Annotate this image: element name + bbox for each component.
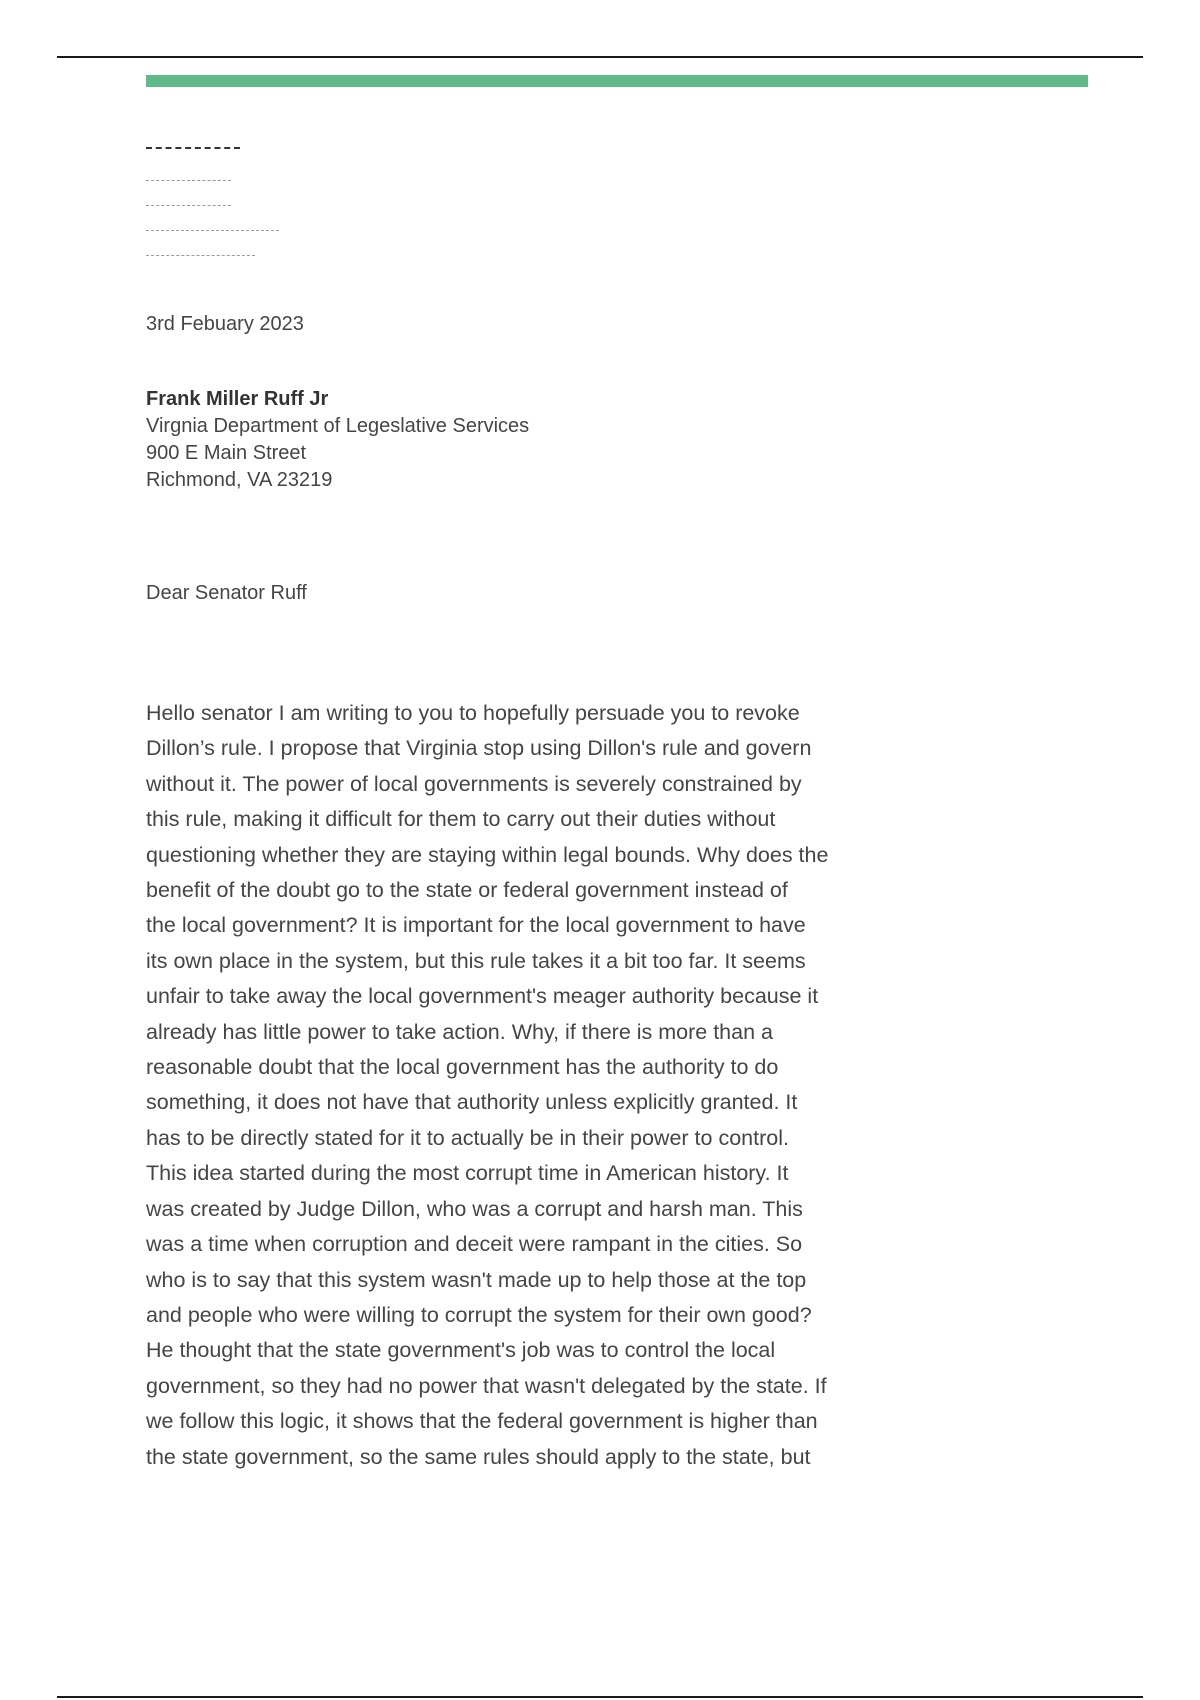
recipient-street: 900 E Main Street [146,442,307,464]
body-line: was created by Judge Dillon, who was a corrupt and harsh man. This [146,1196,803,1221]
body-line: and people who were willing to corrupt the system for their own good? [146,1302,812,1327]
body-line: This idea started during the most corrupt time in American history. It [146,1161,789,1186]
sender-name-placeholder [146,147,240,149]
body-line: we follow this logic, it shows that the federal government is higher than [146,1409,818,1434]
body-line: He thought that the state government's job was to control the local [146,1338,776,1363]
body-line: its own place in the system, but this rule takes it a bit too far. It seems [146,948,806,973]
bottom-rule [57,1696,1143,1698]
body-line: the state government, so the same rules should apply to the state, but [146,1444,811,1469]
body-line: Hello senator I am writing to you to hopefully persuade you to revoke [146,701,800,725]
body-line: something, it does not have that authority unless explicitly granted. It [146,1090,798,1115]
recipient-city-state-zip: Richmond, VA 23219 [146,469,333,491]
body-line: benefit of the doubt go to the state or federal government instead of [146,878,788,903]
body-line: this rule, making it difficult for them to carry out their duties without [146,807,776,832]
sender-address-placeholder [146,136,279,256]
letter-body [146,696,936,1475]
body-line: was a time when corruption and deceit were rampant in the cities. So [146,1232,803,1257]
body-line: the local government? It is important for the local government to have [146,913,806,938]
top-rule [57,56,1143,58]
accent-bar [146,75,1088,87]
sender-line-placeholder [146,230,279,231]
body-line: Dillon’s rule. I propose that Virginia stop using Dillon's rule and govern [146,736,812,761]
letter-date: 3rd Febuary 2023 [146,313,304,335]
sender-line-placeholder [146,205,231,206]
body-line: government, so they had no power that wasn't delegated by the state. If [146,1373,827,1398]
recipient-organization: Virgnia Department of Legeslative Services [146,415,530,437]
sender-line-placeholder [146,180,231,181]
sender-line-placeholder [146,255,255,256]
recipient-address [146,386,529,494]
body-line: who is to say that this system wasn't made up to help those at the top [146,1267,807,1292]
body-line: questioning whether they are staying within legal bounds. Why does the [146,842,829,867]
body-line: unfair to take away the local government's meager authority because it [146,984,819,1009]
body-line: reasonable doubt that the local government has the authority to do [146,1055,779,1080]
body-line: already has little power to take action. Why, if there is more than a [146,1019,773,1044]
recipient-name: Frank Miller Ruff Jr [146,388,329,410]
body-line: has to be directly stated for it to actually be in their power to control. [146,1125,789,1150]
body-line: without it. The power of local governments is severely constrained by [146,771,802,796]
salutation: Dear Senator Ruff [146,582,307,604]
